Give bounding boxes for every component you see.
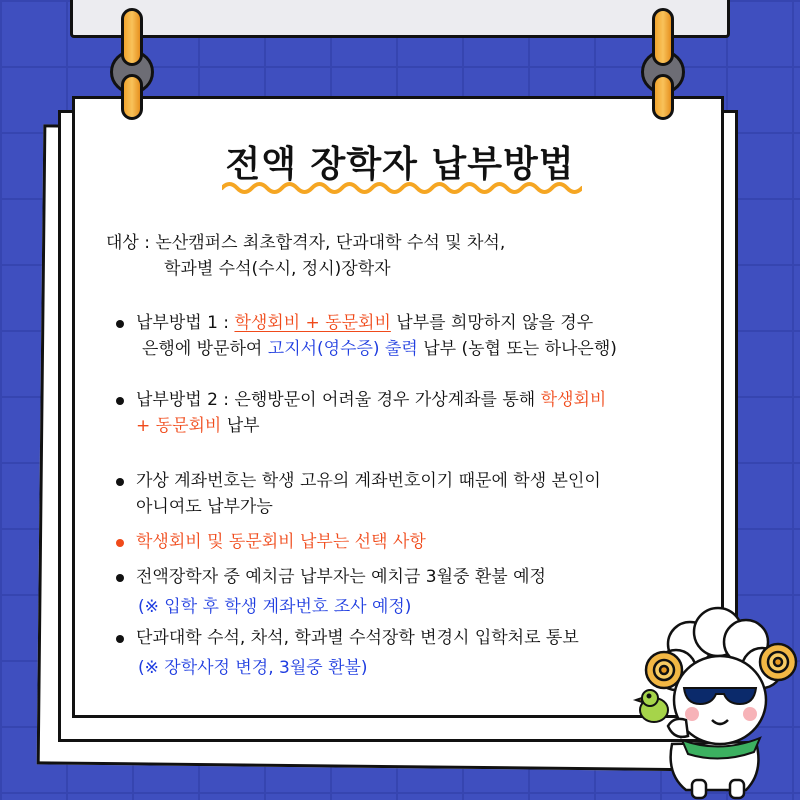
binder-ring-right-bottom [652, 74, 674, 120]
note-2: 학생회비 및 동문회비 납부는 선택 사항 [136, 532, 426, 552]
note-1-line-1: 가상 계좌번호는 학생 고유의 계좌번호이기 때문에 학생 본인이 [136, 471, 601, 491]
method-1-rest: 납부를 희망하지 않을 경우 [390, 313, 594, 333]
method-2-highlight-1: 학생회비 [540, 390, 607, 410]
method-1-receipt: 고지서(영수증) 출력 [267, 339, 418, 359]
target-text-1: 논산캠퍼스 최초합격자, 단과대학 수석 및 차석, [155, 233, 506, 253]
bullet-dot-red [116, 539, 124, 547]
method-2-line-2 [136, 413, 260, 439]
method-1-line2-a: 은행에 방문하여 [142, 339, 268, 359]
target-line-1 [106, 230, 505, 256]
note-3-sub: (※ 입학 후 학생 계좌번호 조사 예정) [138, 597, 412, 617]
note-3: 전액장학자 중 예치금 납부자는 예치금 3월중 환불 예정 [136, 567, 546, 587]
method-2-highlight-2: + 동문회비 [136, 416, 222, 436]
method-2-prefix: 납부방법 2 : 은행방문이 어려울 경우 가상계좌를 통해 [136, 390, 541, 410]
bullet-dot [116, 635, 124, 643]
sheep-mascot-illustration [632, 604, 800, 800]
method-2-line-1 [136, 387, 606, 413]
binder-ring-right-top [652, 8, 674, 66]
method-1-line-1 [136, 310, 593, 336]
page-title: 전액 장학자 납부방법 [225, 144, 575, 185]
target-label: 대상 : [106, 233, 156, 253]
bullet-dot [116, 397, 124, 405]
note-1-line-2: 아니여도 납부가능 [136, 497, 273, 517]
bullet-dot [116, 320, 124, 328]
method-1-line2-c: 납부 (농협 또는 하나은행) [417, 339, 617, 359]
note-4-sub: (※ 장학사정 변경, 3월중 환불) [138, 658, 368, 678]
note-4: 단과대학 수석, 차석, 학과별 수석장학 변경시 입학처로 통보 [136, 628, 579, 648]
binder-ring-left-top [121, 8, 143, 66]
target-line-2: 학과별 수석(수시, 정시)장학자 [164, 259, 391, 279]
method-2-rest: 납부 [221, 416, 260, 436]
title-wave-underline [222, 178, 582, 194]
method-1-line-2 [142, 336, 617, 362]
method-1-highlight: 학생회비 + 동문회비 [234, 313, 391, 333]
top-paper-sheet [70, 0, 730, 38]
binder-ring-left-bottom [121, 74, 143, 120]
bullet-dot [116, 478, 124, 486]
bullet-dot [116, 574, 124, 582]
method-1-prefix: 납부방법 1 : [136, 313, 235, 333]
